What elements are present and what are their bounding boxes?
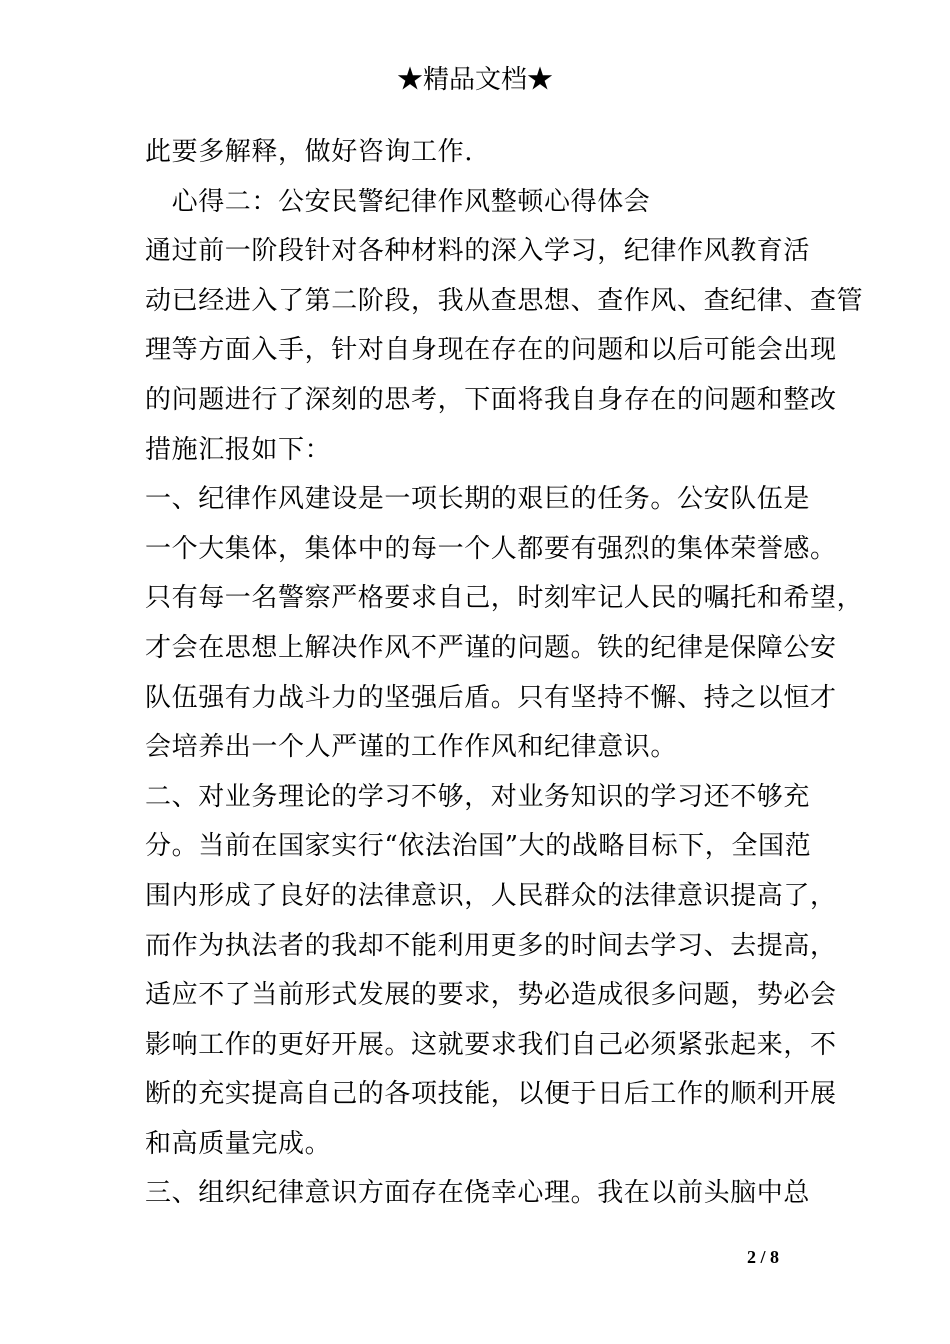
text-line: 和高质量完成。 [145, 1128, 332, 1159]
text-line: 二、对业务理论的学习不够，对业务知识的学习还不够充 [145, 781, 811, 812]
text-line: 只有每一名警察严格要求自己，时刻牢记人民的嘱托和希望， [145, 583, 864, 614]
text-line: 队伍强有力战斗力的坚强后盾。只有坚持不懈、持之以恒才 [145, 682, 837, 713]
text-line: 围内形成了良好的法律意识，人民群众的法律意识提高了， [145, 880, 837, 911]
text-line: 通过前一阶段针对各种材料的深入学习，纪律作风教育活 [145, 236, 811, 267]
page-header-title: ★精品文档★ [396, 65, 553, 95]
text-line: 分。当前在国家实行“依法治国”大的战略目标下，全国范 [145, 831, 812, 862]
section-heading: 心得二：公安民警纪律作风整顿心得体会 [145, 186, 651, 217]
text-line: 一个大集体，集体中的每一个人都要有强烈的集体荣誉感。 [145, 533, 837, 564]
page-number: 2 / 8 [747, 1247, 780, 1267]
text-line: 一、纪律作风建设是一项长期的艰巨的任务。公安队伍是 [145, 484, 811, 515]
text-line: 三、组织纪律意识方面存在侥幸心理。我在以前头脑中总 [145, 1178, 811, 1209]
text-line: 会培养出一个人严谨的工作作风和纪律意识。 [145, 732, 678, 763]
text-line: 断的充实提高自己的各项技能，以便于日后工作的顺利开展 [145, 1079, 837, 1110]
text-line: 措施汇报如下： [145, 434, 332, 465]
document-body [145, 128, 864, 1219]
text-line: 的问题进行了深刻的思考，下面将我自身存在的问题和整改 [145, 384, 837, 415]
text-line: 而作为执法者的我却不能利用更多的时间去学习、去提高， [145, 930, 837, 961]
text-line: 才会在思想上解决作风不严谨的问题。铁的纪律是保障公安 [145, 632, 837, 663]
text-line: 理等方面入手，针对自身现在存在的问题和以后可能会出现 [145, 335, 837, 366]
text-line: 此要多解释，做好咨询工作. [145, 137, 474, 167]
text-line: 影响工作的更好开展。这就要求我们自己必须紧张起来，不 [145, 1029, 837, 1060]
text-line: 动已经进入了第二阶段，我从查思想、查作风、查纪律、查管 [145, 285, 864, 316]
text-line: 适应不了当前形式发展的要求，势必造成很多问题，势必会 [145, 980, 837, 1011]
